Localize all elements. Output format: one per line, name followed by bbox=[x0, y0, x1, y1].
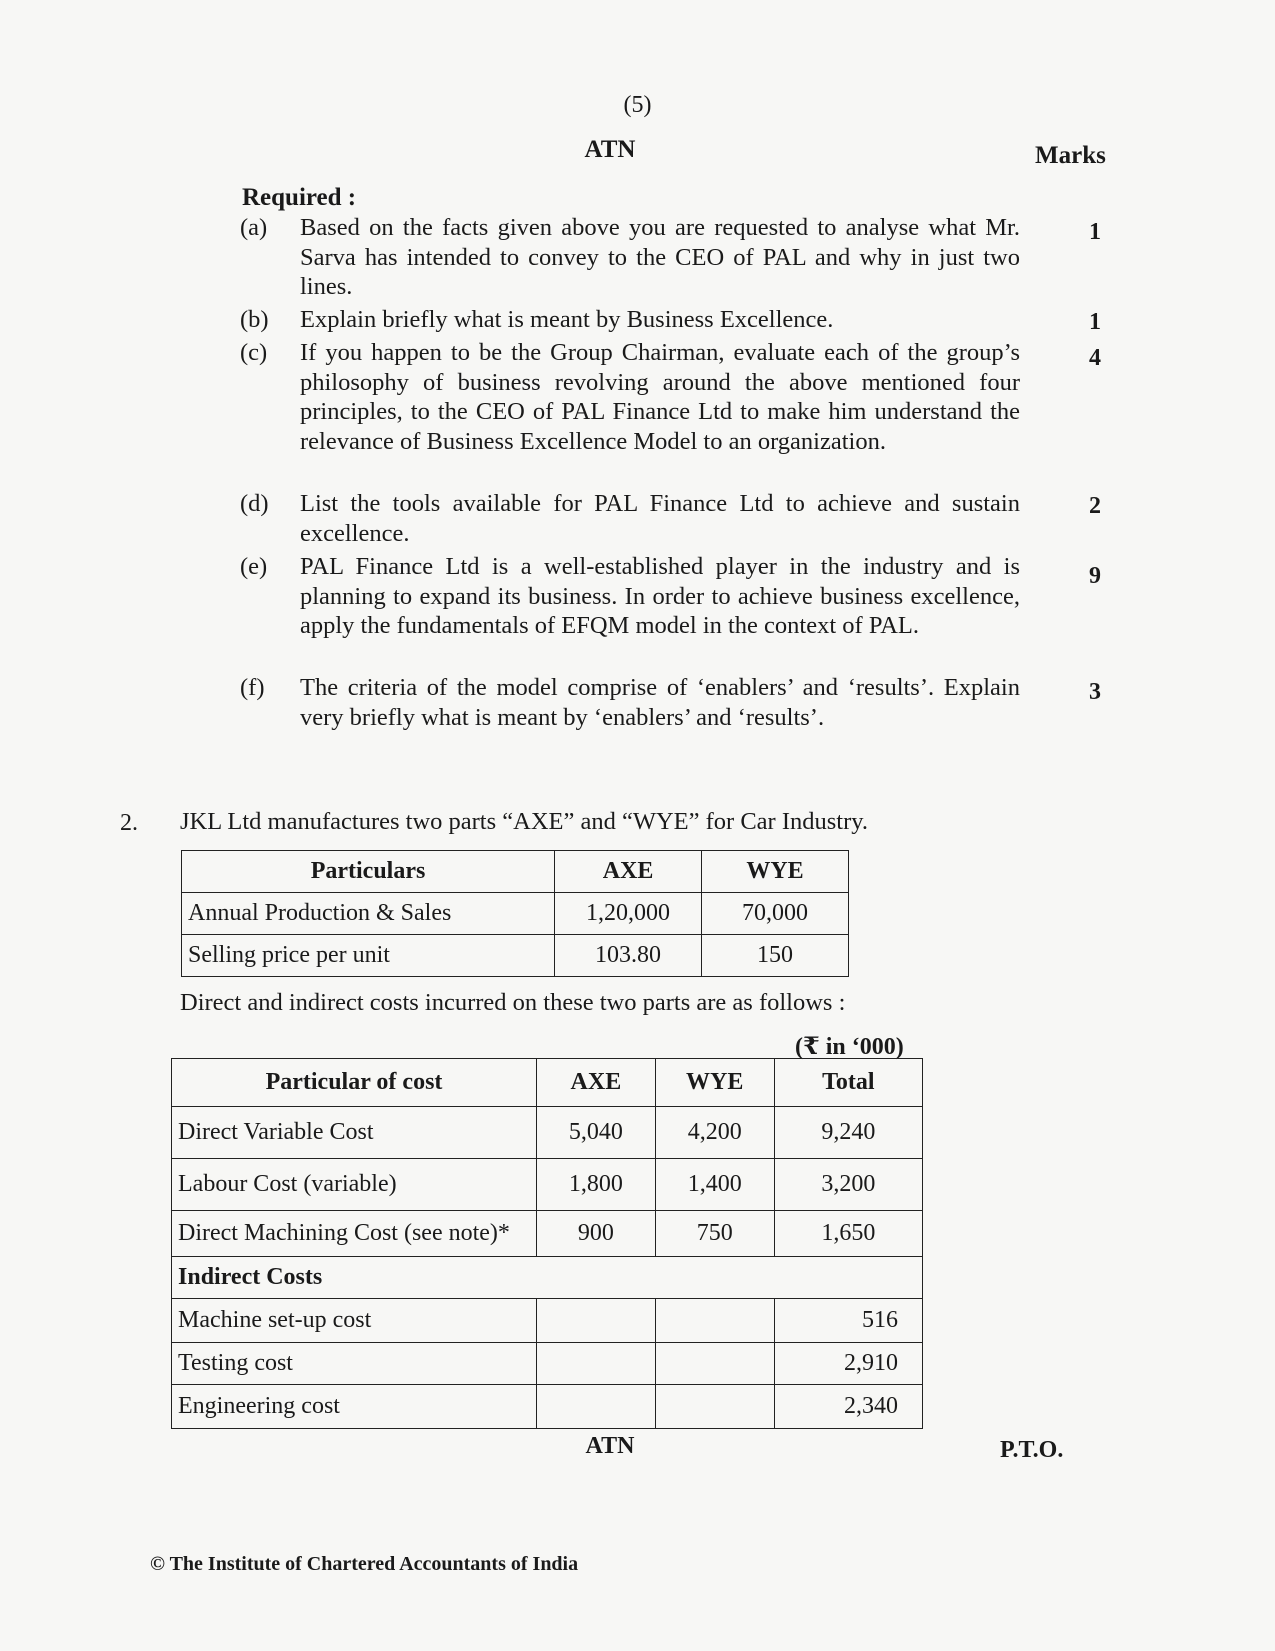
table-row bbox=[172, 1159, 923, 1211]
indirect-costs-heading: Indirect Costs bbox=[172, 1257, 923, 1299]
copyright-footer: © The Institute of Chartered Accountants of India bbox=[150, 1553, 579, 1575]
item-text: Based on the facts given above you are requested to analyse what Mr. Sarva has intended to convey to the CEO of PAL and why in just two lines. bbox=[300, 214, 1020, 300]
table-header-cell: Particulars bbox=[182, 851, 555, 893]
production-table bbox=[181, 850, 849, 977]
paper-code-bottom: ATN bbox=[585, 1433, 635, 1459]
pto-note: P.T.O. bbox=[1000, 1437, 1064, 1463]
table-cell bbox=[536, 1299, 655, 1343]
question-item-f bbox=[240, 673, 1020, 732]
cost-table bbox=[171, 1058, 923, 1429]
question-item-d bbox=[240, 489, 1020, 548]
item-label: (b) bbox=[240, 306, 269, 333]
table-cell bbox=[536, 1343, 655, 1385]
marks-heading: Marks bbox=[1035, 142, 1106, 169]
table-header-row bbox=[172, 1059, 923, 1107]
table-row bbox=[172, 1107, 923, 1159]
table-cell: 5,040 bbox=[536, 1107, 655, 1159]
item-label: (d) bbox=[240, 490, 269, 517]
table-cell: 4,200 bbox=[655, 1107, 774, 1159]
table-header-cell: WYE bbox=[655, 1059, 774, 1107]
item-text: Explain briefly what is meant by Business Excellence. bbox=[300, 306, 834, 333]
question-item-e bbox=[240, 552, 1020, 641]
table-cell: 1,400 bbox=[655, 1159, 774, 1211]
table-row bbox=[182, 935, 849, 977]
table-cell: 2,340 bbox=[774, 1385, 922, 1429]
table-cell: Labour Cost (variable) bbox=[172, 1159, 537, 1211]
marks-d: 2 bbox=[1089, 493, 1101, 519]
item-text: PAL Finance Ltd is a well-established player in the industry and is planning to expand its business. In order to achieve business excellence, apply the fundamentals of EFQM model in the context of PAL. bbox=[300, 553, 1020, 639]
item-text: The criteria of the model comprise of ‘enablers’ and ‘results’. Explain very briefly what is meant by ‘enablers’ and ‘results’. bbox=[300, 674, 1020, 731]
question-item-b bbox=[240, 305, 1020, 335]
marks-e: 9 bbox=[1089, 563, 1101, 589]
table-cell: 516 bbox=[774, 1299, 922, 1343]
table-cell: 1,800 bbox=[536, 1159, 655, 1211]
costs-intro: Direct and indirect costs incurred on these two parts are as follows : bbox=[180, 989, 846, 1016]
table-row bbox=[172, 1211, 923, 1257]
table-cell: Engineering cost bbox=[172, 1385, 537, 1429]
paper-code-top: ATN bbox=[584, 136, 636, 163]
question-2-number: 2. bbox=[120, 810, 138, 836]
marks-b: 1 bbox=[1089, 309, 1101, 335]
table-header-cell: AXE bbox=[536, 1059, 655, 1107]
table-cell: 750 bbox=[655, 1211, 774, 1257]
table-cell: 9,240 bbox=[774, 1107, 922, 1159]
table-cell: Testing cost bbox=[172, 1343, 537, 1385]
table-cell bbox=[655, 1343, 774, 1385]
table-cell: 70,000 bbox=[702, 893, 849, 935]
table-cell bbox=[536, 1385, 655, 1429]
table-cell: Annual Production & Sales bbox=[182, 893, 555, 935]
table-cell: 900 bbox=[536, 1211, 655, 1257]
item-text: List the tools available for PAL Finance Ltd to achieve and sustain excellence. bbox=[300, 490, 1020, 547]
marks-f: 3 bbox=[1089, 679, 1101, 705]
required-heading: Required : bbox=[242, 184, 357, 211]
table-row bbox=[172, 1385, 923, 1429]
table-cell: Direct Machining Cost (see note)* bbox=[172, 1211, 537, 1257]
item-label: (a) bbox=[240, 214, 268, 241]
table-header-row bbox=[182, 851, 849, 893]
table-cell: 2,910 bbox=[774, 1343, 922, 1385]
table-cell bbox=[655, 1299, 774, 1343]
marks-c: 4 bbox=[1089, 345, 1101, 371]
item-text: If you happen to be the Group Chairman, evaluate each of the group’s philosophy of business revolving around the above mentioned four principles, to the CEO of PAL Finance Ltd to make him understand the relevance of Business Excellence Model to an organization. bbox=[300, 339, 1020, 455]
table-cell bbox=[655, 1385, 774, 1429]
question-item-c bbox=[240, 338, 1020, 456]
table-cell: Direct Variable Cost bbox=[172, 1107, 537, 1159]
table-header-cell: WYE bbox=[702, 851, 849, 893]
table-header-cell: AXE bbox=[555, 851, 702, 893]
table-cell: 3,200 bbox=[774, 1159, 922, 1211]
table-cell: 103.80 bbox=[555, 935, 702, 977]
table-cell: Machine set-up cost bbox=[172, 1299, 537, 1343]
item-label: (c) bbox=[240, 339, 268, 366]
item-label: (f) bbox=[240, 674, 265, 701]
table-cell: 150 bbox=[702, 935, 849, 977]
table-cell: Selling price per unit bbox=[182, 935, 555, 977]
item-label: (e) bbox=[240, 553, 268, 580]
unit-note: (₹ in ‘000) bbox=[795, 1034, 904, 1060]
marks-a: 1 bbox=[1089, 219, 1101, 245]
table-header-cell: Total bbox=[774, 1059, 922, 1107]
table-cell: 1,20,000 bbox=[555, 893, 702, 935]
table-cell: 1,650 bbox=[774, 1211, 922, 1257]
table-section-row bbox=[172, 1257, 923, 1299]
table-row bbox=[182, 893, 849, 935]
table-row bbox=[172, 1299, 923, 1343]
table-header-cell: Particular of cost bbox=[172, 1059, 537, 1107]
table-row bbox=[172, 1343, 923, 1385]
question-2-intro: JKL Ltd manufactures two parts “AXE” and “WYE” for Car Industry. bbox=[180, 808, 869, 835]
page-number: (5) bbox=[623, 92, 652, 118]
question-item-a bbox=[240, 213, 1020, 302]
